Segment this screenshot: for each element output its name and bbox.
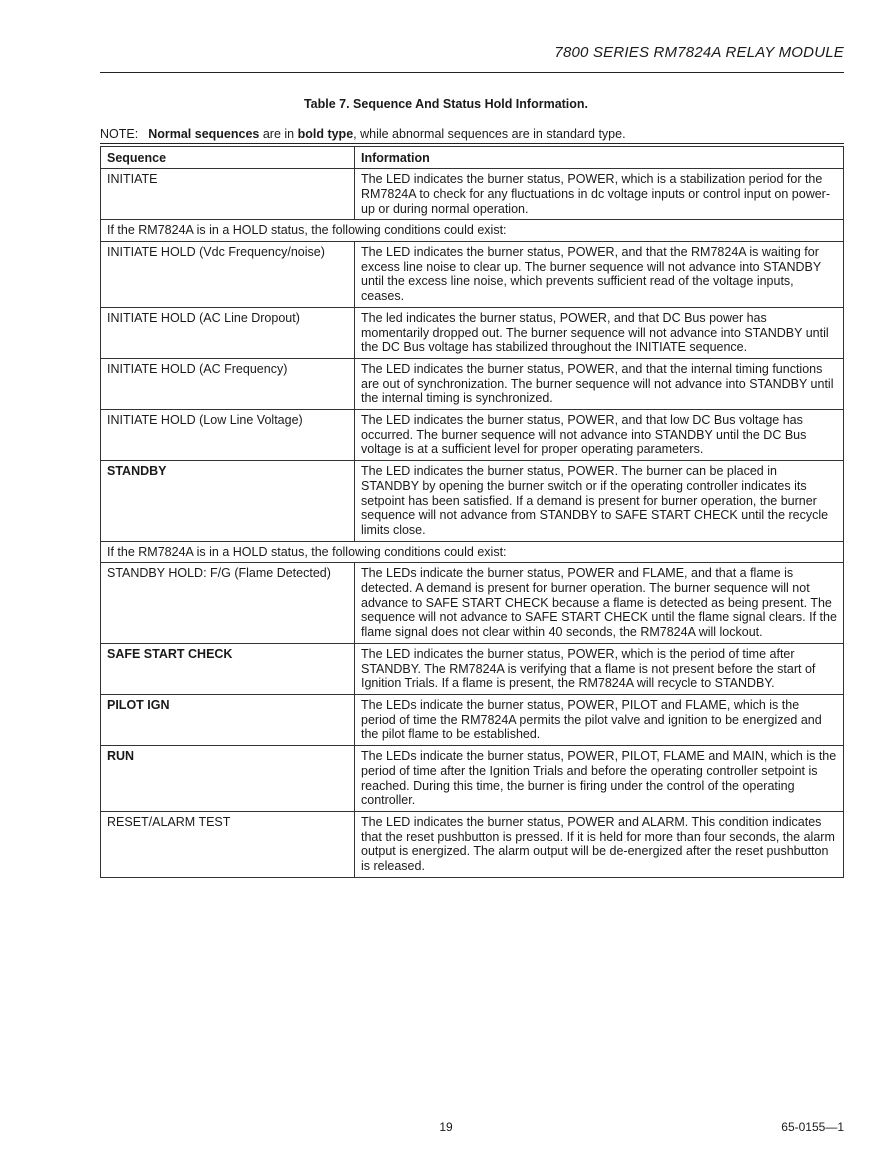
- table-row: [101, 643, 844, 694]
- table-row: [101, 358, 844, 409]
- note-text-2: , while abnormal sequences are in standard type.: [353, 127, 626, 141]
- note-text-1: are in: [259, 127, 298, 141]
- span-note-cell: If the RM7824A is in a HOLD status, the following conditions could exist:: [101, 541, 844, 563]
- information-cell: The led indicates the burner status, POWER, and that DC Bus power has momentarily dropped out. The burner sequence will not advance into STANDBY until the DC Bus voltage has stabilized throughout the INITIATE sequence.: [355, 307, 844, 358]
- column-header-sequence: Sequence: [101, 146, 355, 169]
- sequence-cell: INITIATE: [101, 169, 355, 220]
- table-row: [101, 461, 844, 542]
- information-cell: The LED indicates the burner status, POWER, and that the RM7824A is waiting for excess line noise to clear up. The burner sequence will not advance into STANDBY until the excess line noise, which prevents sufficient read of the voltage inputs, ceases.: [355, 242, 844, 308]
- table-header-row: [101, 146, 844, 169]
- table-row: [101, 563, 844, 644]
- information-cell: The LEDs indicate the burner status, POWER, PILOT and FLAME, which is the period of time the RM7824A permits the pilot valve and ignition to be energized and the pilot flame to be established.: [355, 695, 844, 746]
- table-row: [101, 746, 844, 812]
- table-row: [101, 695, 844, 746]
- table-row: [101, 410, 844, 461]
- sequence-cell: INITIATE HOLD (Low Line Voltage): [101, 410, 355, 461]
- header-rule: [100, 72, 844, 73]
- note-bold-1: Normal sequences: [148, 127, 260, 141]
- table-title: Table 7. Sequence And Status Hold Information.: [303, 97, 589, 111]
- table-top-rule: [100, 143, 844, 144]
- sequence-cell: RESET/ALARM TEST: [101, 811, 355, 877]
- information-cell: The LEDs indicate the burner status, POWER and FLAME, and that a flame is detected. A demand is present for burner operation. The burner sequence will not advance to SAFE START CHECK because a flame is detected as being present. The sequence will not advance to SAFE START CHECK until the flame signal clears. If the flame signal does not clear within 40 seconds, the RM7824A will lockout.: [355, 563, 844, 644]
- table-span-row: [101, 541, 844, 563]
- table-note: [100, 127, 626, 141]
- document-number: 65-0155—1: [781, 1120, 844, 1134]
- information-cell: The LED indicates the burner status, POWER, which is a stabilization period for the RM7824A to check for any fluctuations in dc voltage inputs or control input on power-up or during normal operation.: [355, 169, 844, 220]
- sequence-cell: INITIATE HOLD (AC Frequency): [101, 358, 355, 409]
- table-row: [101, 242, 844, 308]
- information-cell: The LED indicates the burner status, POWER, and that low DC Bus voltage has occurred. The burner sequence will not advance into STANDBY until the DC Bus voltage is at a sufficient level for proper operating parameters.: [355, 410, 844, 461]
- information-cell: The LED indicates the burner status, POWER, which is the period of time after STANDBY. The RM7824A is verifying that a flame is not present before the start of Ignition Trials. If a flame is present, the RM7824A will recycle to STANDBY.: [355, 643, 844, 694]
- information-cell: The LED indicates the burner status, POWER. The burner can be placed in STANDBY by opening the burner switch or if the operating controller indicates its setpoint has been satisfied. If a demand is present for burner operation, the burner sequence will not advance from STANDBY to SAFE START CHECK until the recycle limits close.: [355, 461, 844, 542]
- table-row: [101, 169, 844, 220]
- sequence-cell: STANDBY: [101, 461, 355, 542]
- note-label: NOTE:: [100, 127, 139, 141]
- sequence-cell: INITIATE HOLD (AC Line Dropout): [101, 307, 355, 358]
- sequence-table: [100, 146, 844, 878]
- table-span-row: [101, 220, 844, 242]
- sequence-cell: STANDBY HOLD: F/G (Flame Detected): [101, 563, 355, 644]
- sequence-table-container: [100, 143, 844, 878]
- table-row: [101, 811, 844, 877]
- span-note-cell: If the RM7824A is in a HOLD status, the following conditions could exist:: [101, 220, 844, 242]
- column-header-information: Information: [355, 146, 844, 169]
- note-bold-2: bold type: [297, 127, 354, 141]
- information-cell: The LED indicates the burner status, POWER, and that the internal timing functions are out of synchronization. The burner sequence will not advance into STANDBY until the internal timing is synchronized.: [355, 358, 844, 409]
- page-number: 19: [439, 1120, 453, 1134]
- table-row: [101, 307, 844, 358]
- sequence-cell: SAFE START CHECK: [101, 643, 355, 694]
- sequence-cell: RUN: [101, 746, 355, 812]
- sequence-cell: INITIATE HOLD (Vdc Frequency/noise): [101, 242, 355, 308]
- table-body: [101, 169, 844, 878]
- information-cell: The LED indicates the burner status, POWER and ALARM. This condition indicates that the reset pushbutton is pressed. If it is held for more than four seconds, the alarm output is energized. The alarm output will be de-energized after the reset pushbutton is released.: [355, 811, 844, 877]
- sequence-cell: PILOT IGN: [101, 695, 355, 746]
- running-header: 7800 SERIES RM7824A RELAY MODULE: [554, 44, 844, 61]
- information-cell: The LEDs indicate the burner status, POWER, PILOT, FLAME and MAIN, which is the period of time after the Ignition Trials and before the operating controller setpoint is reached. During this time, the burner is firing under the control of the operating controller.: [355, 746, 844, 812]
